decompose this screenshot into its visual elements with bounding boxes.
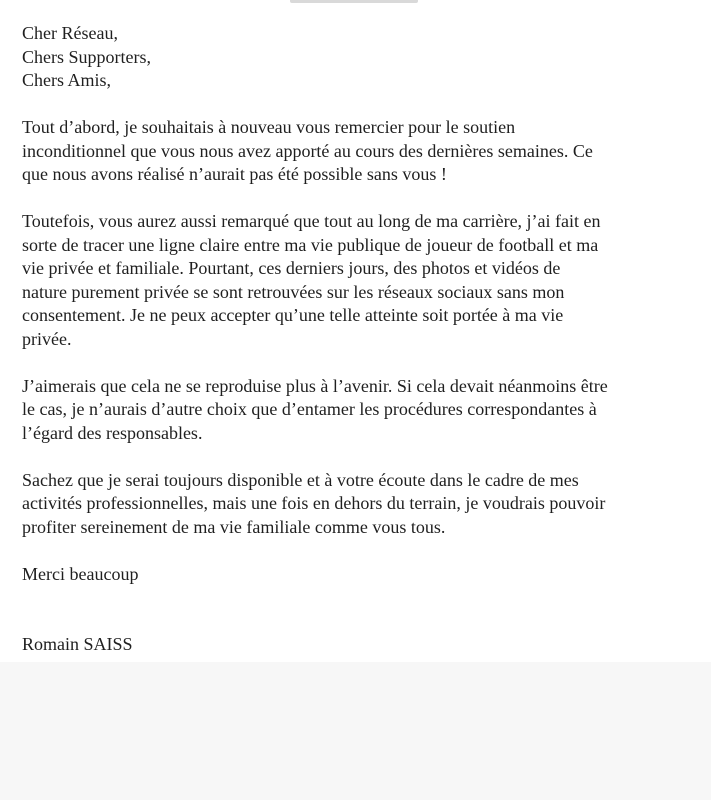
signature-name: Romain SAISS [22, 634, 133, 654]
paragraph-line: profiter sereinement de ma vie familiale comme vous tous. [22, 516, 446, 537]
paragraph-line: sorte de tracer une ligne claire entre ma vie publique de joueur de football et ma [22, 234, 599, 255]
paragraph-line: Tout d’abord, je souhaitais à nouveau vous remercier pour le soutien [22, 117, 516, 137]
paragraph-availability [22, 469, 702, 540]
paragraph-line: activités professionnelles, mais une fois en dehors du terrain, je voudrais pouvoir [22, 493, 606, 513]
paragraph-line: inconditionnel que vous nous avez apporté au cours des dernières semaines. Ce [22, 140, 593, 161]
paragraph-thanks [22, 116, 702, 187]
closing-text: Merci beaucoup [22, 563, 139, 584]
salutation-line: Chers Supporters, [22, 46, 151, 67]
blank-lower-area [0, 662, 711, 800]
paragraph-line: que nous avons réalisé n’aurait pas été possible sans vous ! [22, 164, 447, 184]
paragraph-line: Sachez que je serai toujours disponible et à votre écoute dans le cadre de mes [22, 469, 579, 490]
salutation-block [22, 22, 702, 93]
paragraph-line: J’aimerais que cela ne se reproduise plus à l’avenir. Si cela devait néanmoins être [22, 375, 608, 396]
cropped-header-remnant [290, 0, 418, 3]
paragraph-line: le cas, je n’aurais d’autre choix que d’entamer les procédures correspondantes à [22, 399, 597, 419]
paragraph-line: nature purement privée se sont retrouvées sur les réseaux sociaux sans mon [22, 281, 565, 302]
paragraph-warning [22, 375, 702, 446]
paragraph-line: vie privée et familiale. Pourtant, ces derniers jours, des photos et vidéos de [22, 258, 561, 278]
paragraph-line: Toutefois, vous aurez aussi remarqué que tout au long de ma carrière, j’ai fait en [22, 211, 601, 231]
salutation-line: Cher Réseau, [22, 23, 118, 43]
paragraph-line: l’égard des responsables. [22, 422, 203, 443]
letter-body [22, 22, 702, 657]
paragraph-line: privée. [22, 328, 72, 349]
paragraph-privacy [22, 210, 702, 351]
salutation-line: Chers Amis, [22, 70, 112, 90]
paragraph-line: consentement. Je ne peux accepter qu’une telle atteinte soit portée à ma vie [22, 305, 564, 325]
